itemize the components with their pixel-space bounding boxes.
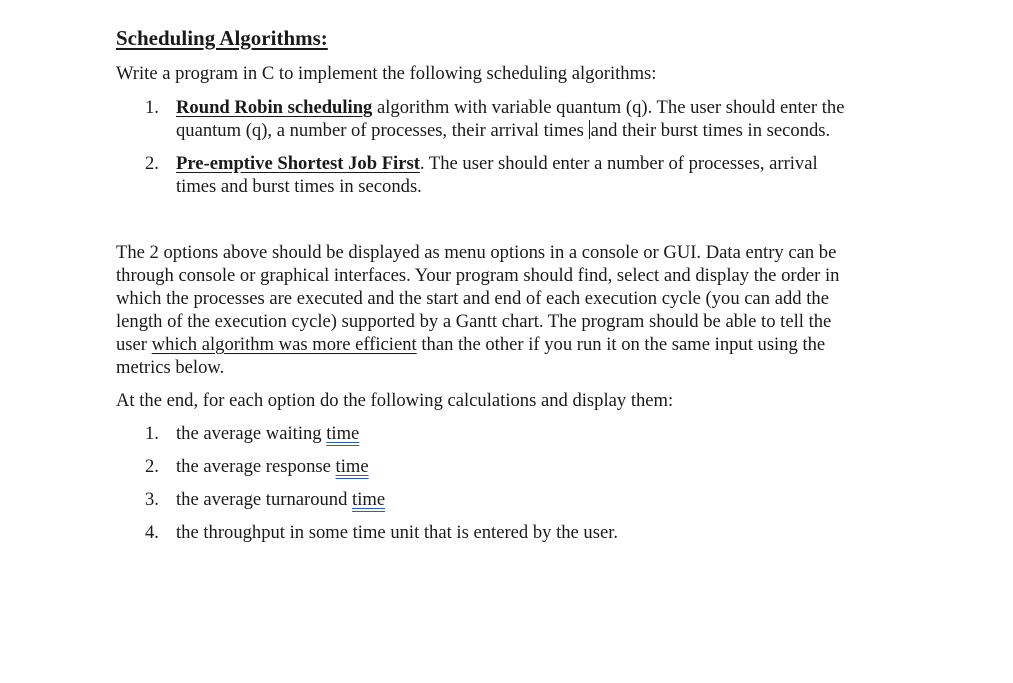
description-paragraph <box>116 241 906 379</box>
list-item-text: the average waiting <box>176 423 327 444</box>
list-number: 2. <box>145 456 159 477</box>
list-number: 1. <box>145 97 159 118</box>
list-item-body <box>176 422 906 445</box>
list-item-text: the average response <box>176 456 336 477</box>
paragraph-line: The 2 options above should be displayed as menu options in a console or GUI. Data entry can be <box>116 242 837 263</box>
grammar-flagged-word: time <box>352 489 386 510</box>
list-item-body <box>176 96 906 142</box>
text-cursor <box>589 120 590 139</box>
list-number: 4. <box>145 522 159 543</box>
list-item-body <box>176 521 906 544</box>
list-item-text: algorithm with variable quantum (q). The user should enter the <box>372 97 845 118</box>
list-number: 1. <box>145 423 159 444</box>
list-number: 3. <box>145 489 159 510</box>
grammar-flagged-word: time <box>335 456 369 477</box>
paragraph-line: which the processes are executed and the start and end of each execution cycle (you can add the <box>116 288 829 309</box>
paragraph-text: than the other if you run it on the same input using the <box>416 334 826 355</box>
list-item-body <box>176 488 906 511</box>
paragraph-line: through console or graphical interfaces. Your program should find, select and display the order in <box>116 265 840 286</box>
algorithm-title: Pre-emptive Shortest Job First <box>176 153 420 174</box>
grammar-flagged-word: time <box>326 423 360 444</box>
calculations-intro: At the end, for each option do the following calculations and display them: <box>116 390 674 411</box>
list-item-body <box>176 152 906 198</box>
page-title: Scheduling Algorithms: <box>116 26 328 50</box>
list-item-line <box>176 152 906 175</box>
list-item-text: and their burst times in seconds. <box>590 120 831 141</box>
list-item-text: . The user should enter a number of processes, arrival <box>419 153 818 174</box>
paragraph-line: metrics below. <box>116 357 225 378</box>
list-item-text: the average turnaround <box>176 489 353 510</box>
underlined-phrase: which algorithm was more efficient <box>151 334 417 355</box>
paragraph-line <box>116 333 906 356</box>
list-item-text: the throughput in some time unit that is entered by the user. <box>176 522 619 543</box>
list-item-body <box>176 455 906 478</box>
list-number: 2. <box>145 153 159 174</box>
paragraph-text: user <box>116 334 152 355</box>
list-item-line: times and burst times in seconds. <box>176 176 422 197</box>
intro-paragraph: Write a program in C to implement the following scheduling algorithms: <box>116 63 657 84</box>
list-item-line <box>176 119 906 142</box>
algorithm-title: Round Robin scheduling <box>176 97 373 118</box>
list-item-line <box>176 96 906 119</box>
paragraph-line: length of the execution cycle) supported by a Gantt chart. The program should be able to tell the <box>116 311 832 332</box>
list-item-text: quantum (q), a number of processes, their arrival times <box>176 120 589 141</box>
